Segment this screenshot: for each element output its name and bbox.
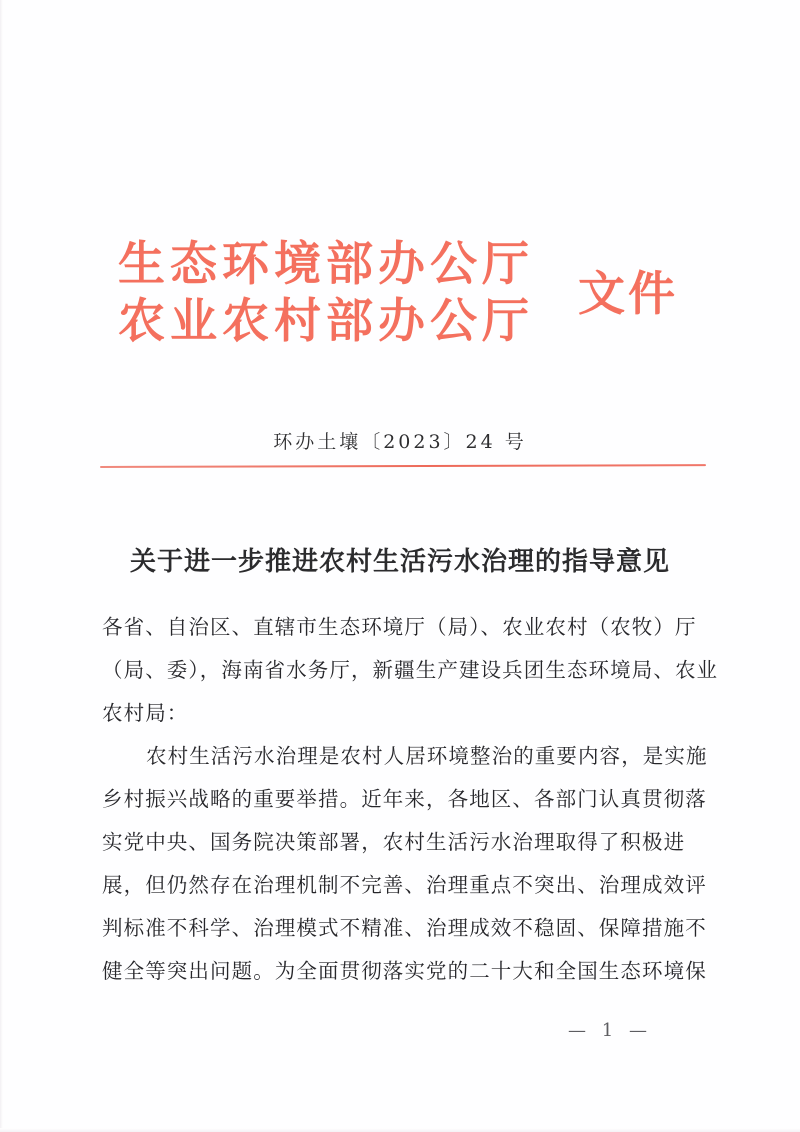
masthead [0, 236, 800, 364]
body-paragraph-line: 农村生活污水治理是农村人居环境整治的重要内容，是实施 [146, 744, 708, 768]
body-paragraph-line: 实党中央、国务院决策部署，农村生活污水治理取得了积极进 [102, 830, 686, 854]
body-paragraph-line: 乡村振兴战略的重要举措。近年来，各地区、各部门认真贯彻落 [102, 787, 707, 811]
scan-edge-bottom [0, 1128, 800, 1132]
masthead-line-1: 生态环境部办公厅 [118, 237, 534, 292]
document-number: 环办土壤〔2023〕24 号 [273, 431, 527, 453]
addressee-line: 各省、自治区、直辖市生态环境厅（局）、农业农村（农牧）厅 [102, 615, 697, 639]
addressee-line: 农村局： [102, 701, 189, 725]
document-title: 关于进一步推进农村生活污水治理的指导意见 [129, 547, 670, 577]
body-paragraph-line: 健全等突出问题。为全面贯彻落实党的二十大和全国生态环境保 [102, 959, 707, 983]
body-paragraph-line: 展，但仍然存在治理机制不完善、治理重点不突出、治理成效评 [102, 873, 707, 897]
document-body [102, 606, 719, 993]
red-separator-rule [100, 464, 706, 468]
body-paragraph-line: 判标准不科学、治理模式不精准、治理成效不稳固、保障措施不 [102, 916, 707, 940]
masthead-document-word: 文件 [578, 267, 678, 322]
masthead-line-2: 农业农村部办公厅 [118, 294, 534, 349]
masthead-agency-lines [118, 236, 588, 350]
page-number: — 1 — [568, 1020, 652, 1041]
addressee-line: （局、委），海南省水务厅，新疆生产建设兵团生态环境局、农业 [102, 658, 719, 682]
